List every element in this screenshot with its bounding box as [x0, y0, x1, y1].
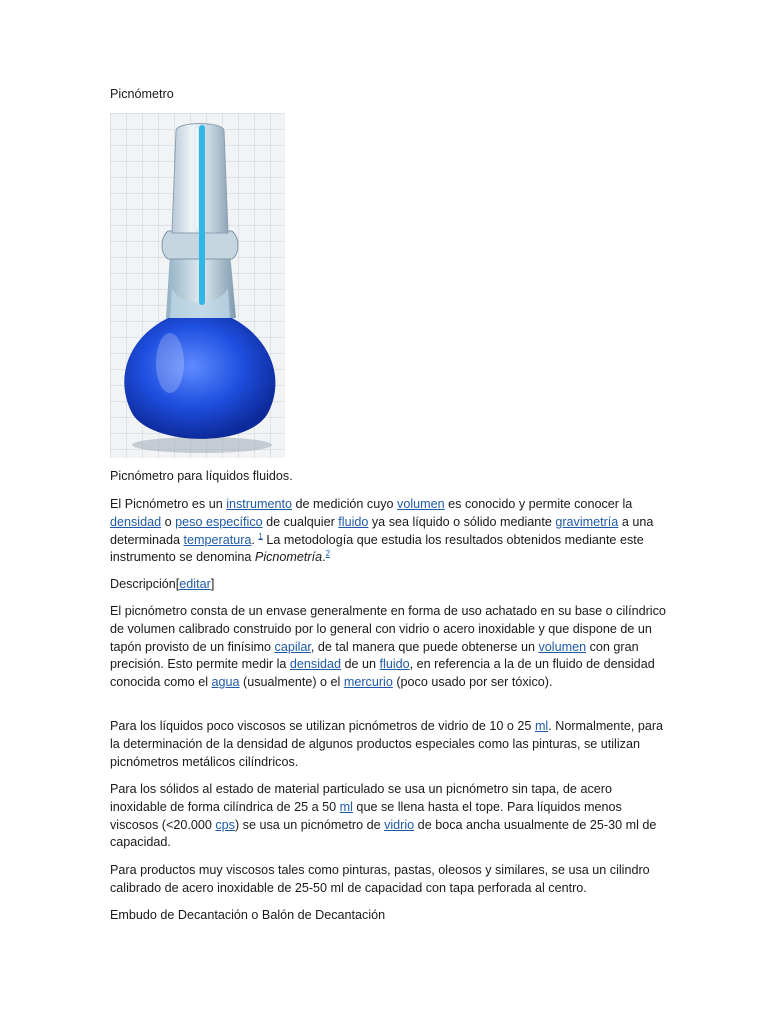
text: El Picnómetro es un	[110, 497, 227, 511]
link-volumen[interactable]: volumen	[538, 639, 587, 654]
text: con gran precisión. Esto permite medir la	[110, 639, 639, 672]
link-capilar[interactable]: capilar	[274, 639, 311, 654]
text: La metodología que estudia los resultados obtenidos mediante este instrumento se denomina	[110, 532, 644, 565]
edit-section-link[interactable]: editar	[179, 577, 211, 591]
text: de cualquier	[262, 514, 339, 529]
bracket: [	[175, 577, 180, 591]
text: de un	[341, 657, 380, 672]
text: Para los sólidos al estado de material particulado se usa un picnómetro sin tapa, de acero inoxidable de forma cilíndrica de 25 a 50	[110, 782, 612, 814]
link-temperatura[interactable]: temperatura	[183, 532, 252, 547]
text: de boca ancha usualmente de 25-30 ml de capacidad.	[110, 817, 657, 850]
link-vidrio[interactable]: vidrio	[384, 817, 415, 832]
text: es conocido y permite conocer la	[444, 497, 633, 511]
text: . Normalmente, para la determinación de la densidad de algunos productos especiales como las pinturas, se utilizan picnómetros metálicos cilíndricos.	[110, 719, 664, 769]
section-heading-descripcion	[110, 576, 666, 594]
description-paragraph-4: Para productos muy viscosos tales como pinturas, pastas, oleosos y similares, se usa un cilindro calibrado de acero inoxidable de 25-50 ml de capacidad con tapa perforada al centro.	[110, 863, 650, 895]
link-fluido[interactable]: fluido	[379, 657, 410, 672]
text: ya sea líquido o sólido mediante	[368, 514, 556, 529]
next-section-heading: Embudo de Decantación o Balón de Decantación	[110, 908, 386, 922]
text: o	[161, 514, 176, 529]
link-ml[interactable]: ml	[534, 719, 549, 733]
description-paragraph-2	[110, 718, 666, 771]
text: , de tal manera que puede obtenerse un	[310, 639, 539, 654]
description-paragraph-1	[110, 603, 666, 692]
link-cps[interactable]: cps	[215, 817, 235, 832]
link-densidad[interactable]: densidad	[289, 657, 342, 672]
text: (usualmente) o el	[239, 675, 344, 690]
link-volumen[interactable]: volumen	[397, 497, 445, 511]
link-gravimetria[interactable]: gravimetría	[555, 514, 619, 529]
reference-2-link[interactable]: 2	[325, 549, 331, 559]
page-title: Picnómetro	[110, 87, 174, 101]
description-paragraph-3	[110, 781, 666, 852]
section-heading-label: Descripción	[110, 577, 176, 591]
picnometria-term: Picnometría	[254, 550, 323, 565]
link-instrumento[interactable]: instrumento	[226, 497, 293, 511]
text: El picnómetro consta de un envase generalmente en forma de uso achatado en su base o cilíndrico de volumen calibrado construido por lo general con vidrio o acero inoxidable y que dispone de un tapón provisto de un finísimo	[110, 604, 666, 654]
link-fluido[interactable]: fluido	[338, 514, 369, 529]
link-agua[interactable]: agua	[211, 675, 240, 690]
text: que se llena hasta el tope. Para líquidos menos viscosos (<20.000	[110, 799, 622, 832]
text: .	[251, 532, 259, 547]
text: (poco usado por ser tóxico).	[392, 675, 553, 690]
text: ) se usa un picnómetro de	[234, 817, 385, 832]
text: .	[322, 550, 326, 565]
text: a una determinada	[110, 514, 654, 547]
link-mercurio[interactable]: mercurio	[343, 675, 393, 690]
link-ml[interactable]: ml	[339, 799, 353, 814]
link-peso-especifico[interactable]: peso específico	[175, 514, 263, 529]
text: Para los líquidos poco viscosos se utilizan picnómetros de vidrio de 10 o 25	[110, 719, 535, 733]
link-densidad[interactable]: densidad	[110, 514, 162, 529]
intro-paragraph	[110, 496, 666, 567]
text: de medición cuyo	[292, 497, 398, 511]
image-caption: Picnómetro para líquidos fluidos.	[110, 469, 293, 483]
text: , en referencia a la de un fluido de densidad conocida como el	[110, 657, 655, 690]
pycnometer-photo	[110, 113, 285, 458]
bracket: ]	[210, 577, 215, 591]
reference-1-link[interactable]: 1	[258, 531, 263, 541]
